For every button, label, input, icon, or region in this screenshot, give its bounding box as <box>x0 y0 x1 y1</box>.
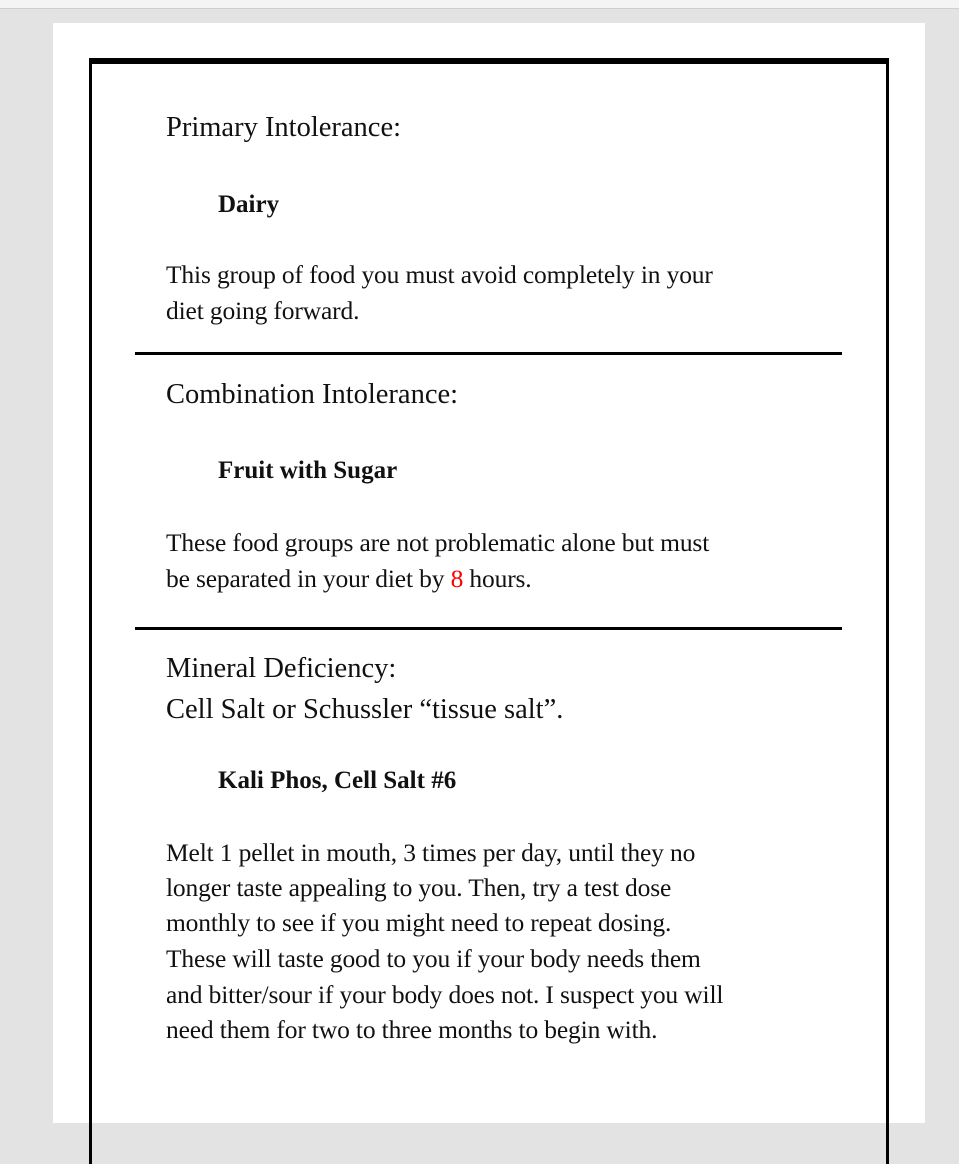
mineral-deficiency-description-line: need them for two to three months to begin with. <box>166 1015 658 1044</box>
mineral-deficiency-description-line: These will taste good to you if your body needs them <box>166 944 701 973</box>
section-divider <box>135 627 842 630</box>
primary-intolerance-description-line: This group of food you must avoid completely in your <box>166 260 713 289</box>
mineral-deficiency-description-line: Melt 1 pellet in mouth, 3 times per day, until they no <box>166 838 696 867</box>
viewer-top-bar <box>0 0 959 9</box>
mineral-deficiency-item: Kali Phos, Cell Salt #6 <box>218 767 457 794</box>
description-suffix: hours. <box>463 564 532 593</box>
section-divider <box>135 352 842 355</box>
primary-intolerance-description-line: diet going forward. <box>166 296 360 325</box>
description-prefix: be separated in your diet by <box>166 564 451 593</box>
combination-intolerance-heading: Combination Intolerance: <box>166 379 459 410</box>
mineral-deficiency-description-line: and bitter/sour if your body does not. I suspect you will <box>166 980 724 1009</box>
separation-hours-value: 8 <box>450 564 464 593</box>
mineral-deficiency-subheading: Cell Salt or Schussler “tissue salt”. <box>166 694 564 725</box>
combination-intolerance-description-line: These food groups are not problematic alone but must <box>166 528 710 557</box>
mineral-deficiency-heading: Mineral Deficiency: <box>166 653 397 684</box>
mineral-deficiency-description-line: monthly to see if you might need to repeat dosing. <box>166 908 672 937</box>
primary-intolerance-item: Dairy <box>218 191 280 218</box>
primary-intolerance-heading: Primary Intolerance: <box>166 112 402 143</box>
mineral-deficiency-description-line: longer taste appealing to you. Then, try a test dose <box>166 873 672 902</box>
combination-intolerance-description-line <box>166 561 532 597</box>
combination-intolerance-item: Fruit with Sugar <box>218 457 398 484</box>
